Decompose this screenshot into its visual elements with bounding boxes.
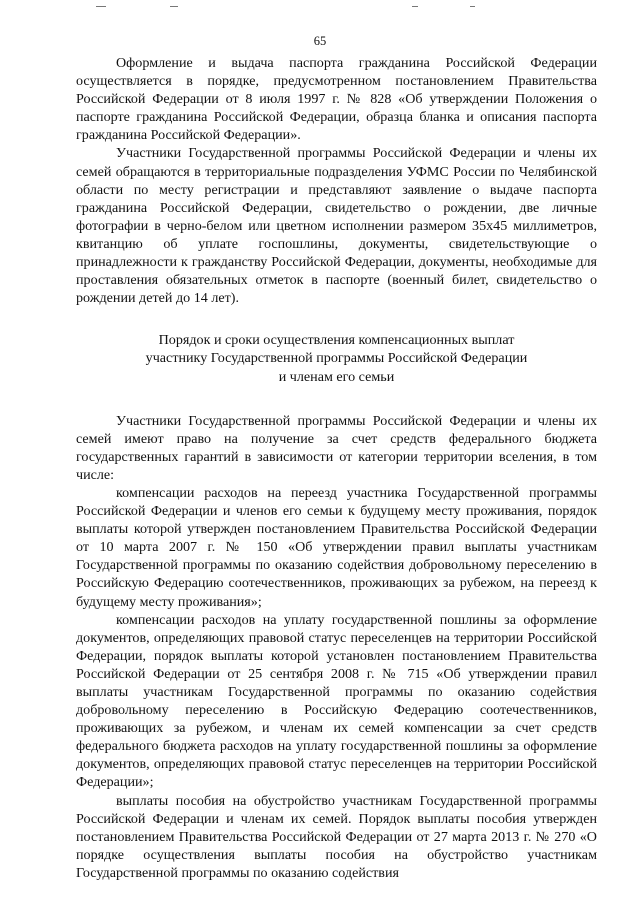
scan-artifact-line [170,6,178,7]
spacer [76,386,597,412]
section-heading-line-3: и членам его семьи [278,368,395,385]
scan-artifact-line [412,6,418,7]
paragraph-settlement-allowance: выплаты пособия на обустройство участникам Государственной программы Российской Федерации и членам их семей. Порядок выплаты пособия утвержден постановлением Правительства Российской Федерации от 27 марта 2013 г. № 270 «О порядке осуществления выплаты пособия на обустройство участникам Государственной программы по оказанию содействия [76,792,597,881]
scan-artifact-line [470,6,475,7]
paragraph-guarantees-intro: Участники Государственной программы Российской Федерации и члены их семей имеют право на получение за счет средств федерального бюджета государственных гарантий в зависимости от категории территории вселения, в том числе: [76,412,597,483]
paragraph-passport-documents: Участники Государственной программы Российской Федерации и члены их семей обращаются в территориальные подразделения УФМС России по Челябинской области по месту регистрации и представляют заявление о выдаче паспорта гражданина Российской Федерации, свидетельство о рождении, две личные фотографии в черно-белом или цветном исполнении размером 35х45 миллиметров, квитанцию об уплате госпошлины, документы, свидетельствующие о принадлежности к гражданству Российской Федерации, документы, необходимые для проставления обязательных отметок в паспорте (военный билет, свидетельство о рождении детей до 14 лет). [76,145,597,307]
page-number: 65 [313,34,327,48]
paragraph-passport-issuance: Оформление и выдача паспорта гражданина Российской Федерации осуществляется в порядке, предусмотренном постановлением Правительства Российской Федерации от 8 июля 1997 г. № 828 «Об утверждении Положения о паспорте гражданина Российской Федерации, образца бланка и описания паспорта гражданина Российской Федерации». [76,55,597,144]
section-heading-line-1: Порядок и сроки осуществления компенсационных выплат [158,332,515,349]
document-body [76,54,597,882]
section-heading-line-2: участнику Государственной программы Российской Федерации [145,350,528,367]
scan-artifact-line [96,6,106,7]
spacer [76,307,597,331]
paragraph-state-duty-compensation: компенсации расходов на уплату государственной пошлины за оформление документов, определяющих правовой статус переселенцев на территории Российской Федерации, порядок выплаты которой установлен постановлением Правительства Российской Федерации от 25 сентября 2008 г. № 715 «Об утверждении правил выплаты участникам Государственной программы по оказанию содействия добровольному переселению в Российскую Федерацию соотечественников, проживающих за рубежом, и членам их семей компенсации за счет средств федерального бюджета расходов на уплату государственной пошлины за оформление документов, определяющих правовой статус переселенцев на территории Российской Федерации»; [76,611,597,791]
paragraph-relocation-compensation: компенсации расходов на переезд участника Государственной программы Российской Федерации и членов его семьи к будущему месту проживания, порядок выплаты которой утвержден постановлением Правительства Российской Федерации от 10 марта 2007 г. № 150 «Об утверждении правил выплаты участникам Государственной программы по оказанию содействия добровольному переселению в Российскую Федерацию соотечественников, проживающих за рубежом, на переезд к будущему месту проживания»; [76,484,597,610]
